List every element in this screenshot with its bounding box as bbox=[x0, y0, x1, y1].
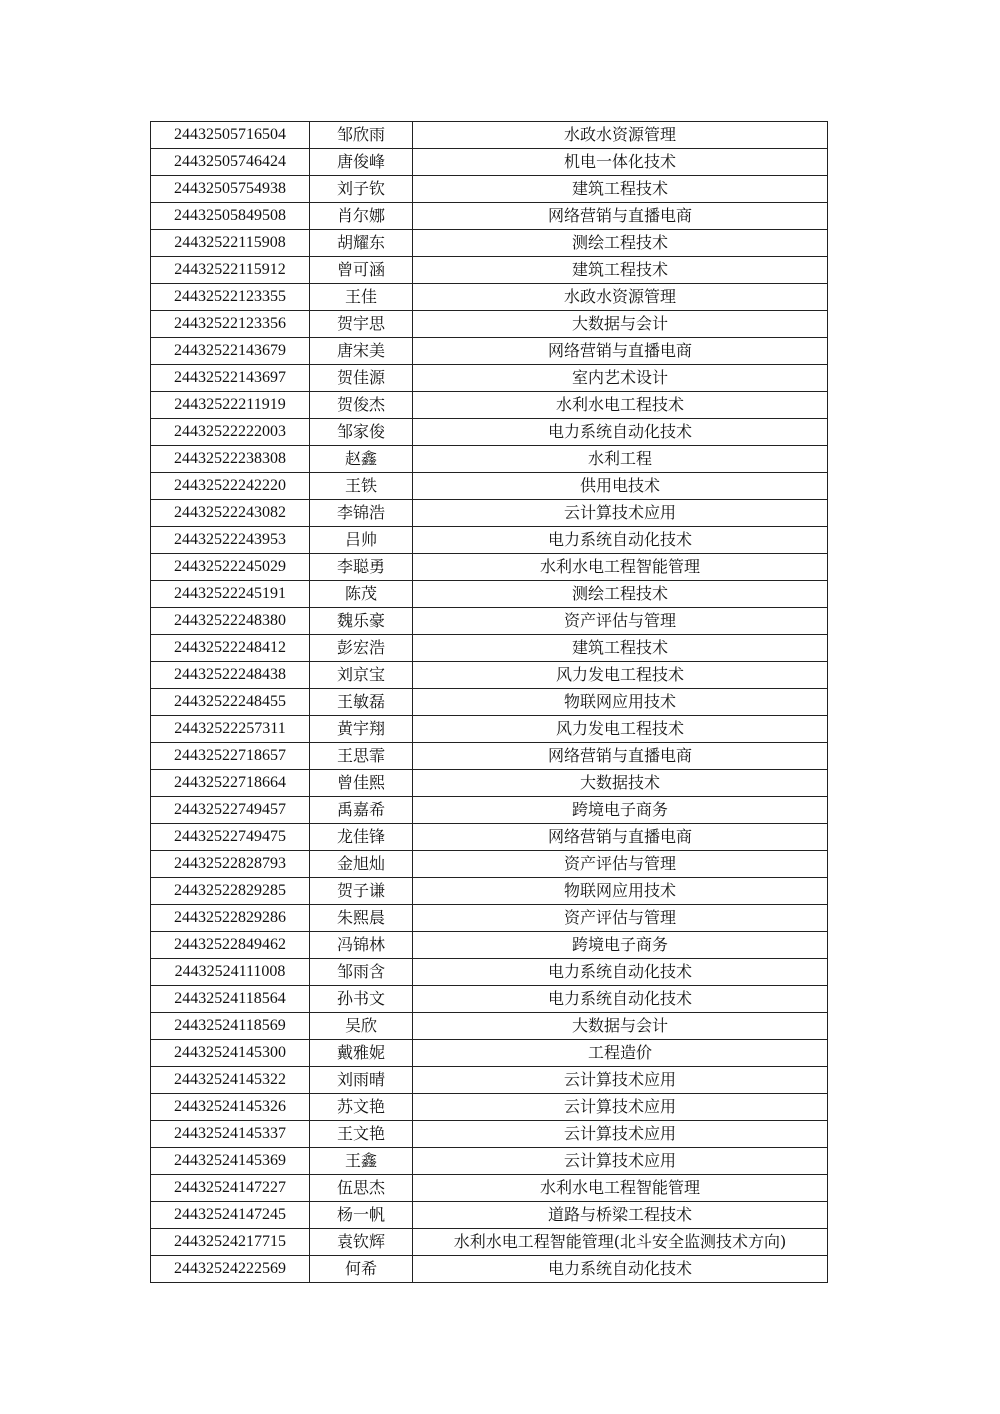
major-cell: 工程造价 bbox=[413, 1040, 828, 1067]
table-row bbox=[151, 1121, 828, 1148]
table-row bbox=[151, 230, 828, 257]
major-cell: 电力系统自动化技术 bbox=[413, 527, 828, 554]
student-name-cell: 金旭灿 bbox=[310, 851, 413, 878]
student-name-cell: 刘子钦 bbox=[310, 176, 413, 203]
student-name-cell: 贺宇思 bbox=[310, 311, 413, 338]
student-name-cell: 吕帅 bbox=[310, 527, 413, 554]
student-name-cell: 邹欣雨 bbox=[310, 122, 413, 149]
student-name-cell: 邹雨含 bbox=[310, 959, 413, 986]
table-row bbox=[151, 122, 828, 149]
student-id-cell: 24432522829286 bbox=[151, 905, 310, 932]
student-id-cell: 24432522248455 bbox=[151, 689, 310, 716]
student-id-cell: 24432522143679 bbox=[151, 338, 310, 365]
major-cell: 室内艺术设计 bbox=[413, 365, 828, 392]
student-id-cell: 24432522749475 bbox=[151, 824, 310, 851]
student-id-cell: 24432522115912 bbox=[151, 257, 310, 284]
table-row bbox=[151, 284, 828, 311]
student-id-cell: 24432505849508 bbox=[151, 203, 310, 230]
table-row bbox=[151, 608, 828, 635]
student-id-cell: 24432522718657 bbox=[151, 743, 310, 770]
student-name-cell: 戴雅妮 bbox=[310, 1040, 413, 1067]
table-row bbox=[151, 932, 828, 959]
student-name-cell: 冯锦林 bbox=[310, 932, 413, 959]
student-name-cell: 李聪勇 bbox=[310, 554, 413, 581]
table-row bbox=[151, 743, 828, 770]
major-cell: 水政水资源管理 bbox=[413, 122, 828, 149]
student-name-cell: 黄宇翔 bbox=[310, 716, 413, 743]
table-row bbox=[151, 662, 828, 689]
student-name-cell: 杨一帆 bbox=[310, 1202, 413, 1229]
table-row bbox=[151, 1202, 828, 1229]
student-name-cell: 王佳 bbox=[310, 284, 413, 311]
major-cell: 供用电技术 bbox=[413, 473, 828, 500]
student-name-cell: 邹家俊 bbox=[310, 419, 413, 446]
student-name-cell: 朱熙晨 bbox=[310, 905, 413, 932]
student-name-cell: 陈茂 bbox=[310, 581, 413, 608]
student-id-cell: 24432522248412 bbox=[151, 635, 310, 662]
student-name-cell: 曾佳熙 bbox=[310, 770, 413, 797]
table-row bbox=[151, 527, 828, 554]
student-name-cell: 禹嘉希 bbox=[310, 797, 413, 824]
table-row bbox=[151, 635, 828, 662]
major-cell: 水利工程 bbox=[413, 446, 828, 473]
table-row bbox=[151, 959, 828, 986]
student-id-cell: 24432522123356 bbox=[151, 311, 310, 338]
student-name-cell: 贺俊杰 bbox=[310, 392, 413, 419]
student-name-cell: 孙书文 bbox=[310, 986, 413, 1013]
table-row bbox=[151, 689, 828, 716]
major-cell: 云计算技术应用 bbox=[413, 1067, 828, 1094]
table-row bbox=[151, 392, 828, 419]
student-id-cell: 24432522123355 bbox=[151, 284, 310, 311]
major-cell: 机电一体化技术 bbox=[413, 149, 828, 176]
student-id-cell: 24432522829285 bbox=[151, 878, 310, 905]
student-id-cell: 24432522222003 bbox=[151, 419, 310, 446]
major-cell: 跨境电子商务 bbox=[413, 797, 828, 824]
major-cell: 电力系统自动化技术 bbox=[413, 959, 828, 986]
student-id-cell: 24432505716504 bbox=[151, 122, 310, 149]
student-id-cell: 24432522245191 bbox=[151, 581, 310, 608]
major-cell: 资产评估与管理 bbox=[413, 905, 828, 932]
student-id-cell: 24432524147227 bbox=[151, 1175, 310, 1202]
student-id-cell: 24432524145337 bbox=[151, 1121, 310, 1148]
major-cell: 道路与桥梁工程技术 bbox=[413, 1202, 828, 1229]
student-id-cell: 24432524111008 bbox=[151, 959, 310, 986]
major-cell: 水政水资源管理 bbox=[413, 284, 828, 311]
student-name-cell: 吴欣 bbox=[310, 1013, 413, 1040]
student-id-cell: 24432522245029 bbox=[151, 554, 310, 581]
table-row bbox=[151, 581, 828, 608]
student-name-cell: 王思霏 bbox=[310, 743, 413, 770]
table-row bbox=[151, 1175, 828, 1202]
major-cell: 建筑工程技术 bbox=[413, 257, 828, 284]
major-cell: 网络营销与直播电商 bbox=[413, 338, 828, 365]
student-name-cell: 王铁 bbox=[310, 473, 413, 500]
major-cell: 网络营销与直播电商 bbox=[413, 743, 828, 770]
table-row bbox=[151, 824, 828, 851]
major-cell: 云计算技术应用 bbox=[413, 1148, 828, 1175]
major-cell: 风力发电工程技术 bbox=[413, 716, 828, 743]
student-id-cell: 24432522242220 bbox=[151, 473, 310, 500]
table-row bbox=[151, 1148, 828, 1175]
table-row bbox=[151, 986, 828, 1013]
table-row bbox=[151, 176, 828, 203]
table-row bbox=[151, 338, 828, 365]
student-id-cell: 24432522115908 bbox=[151, 230, 310, 257]
major-cell: 资产评估与管理 bbox=[413, 608, 828, 635]
student-id-cell: 24432522849462 bbox=[151, 932, 310, 959]
student-name-cell: 伍思杰 bbox=[310, 1175, 413, 1202]
major-cell: 测绘工程技术 bbox=[413, 581, 828, 608]
student-id-cell: 24432522828793 bbox=[151, 851, 310, 878]
table-row bbox=[151, 365, 828, 392]
roster-table-body bbox=[151, 122, 828, 1283]
student-name-cell: 何希 bbox=[310, 1256, 413, 1283]
major-cell: 建筑工程技术 bbox=[413, 635, 828, 662]
student-id-cell: 24432522211919 bbox=[151, 392, 310, 419]
table-row bbox=[151, 1067, 828, 1094]
table-row bbox=[151, 905, 828, 932]
table-row bbox=[151, 257, 828, 284]
student-name-cell: 苏文艳 bbox=[310, 1094, 413, 1121]
student-name-cell: 魏乐豪 bbox=[310, 608, 413, 635]
major-cell: 云计算技术应用 bbox=[413, 1094, 828, 1121]
student-id-cell: 24432524145322 bbox=[151, 1067, 310, 1094]
student-name-cell: 王鑫 bbox=[310, 1148, 413, 1175]
table-row bbox=[151, 716, 828, 743]
student-name-cell: 赵鑫 bbox=[310, 446, 413, 473]
student-name-cell: 贺佳源 bbox=[310, 365, 413, 392]
major-cell: 水利水电工程技术 bbox=[413, 392, 828, 419]
major-cell: 物联网应用技术 bbox=[413, 689, 828, 716]
student-id-cell: 24432522248380 bbox=[151, 608, 310, 635]
student-id-cell: 24432505746424 bbox=[151, 149, 310, 176]
major-cell: 资产评估与管理 bbox=[413, 851, 828, 878]
table-row bbox=[151, 797, 828, 824]
table-row bbox=[151, 500, 828, 527]
major-cell: 网络营销与直播电商 bbox=[413, 824, 828, 851]
student-id-cell: 24432524217715 bbox=[151, 1229, 310, 1256]
student-name-cell: 李锦浩 bbox=[310, 500, 413, 527]
table-row bbox=[151, 203, 828, 230]
student-id-cell: 24432522243082 bbox=[151, 500, 310, 527]
major-cell: 风力发电工程技术 bbox=[413, 662, 828, 689]
student-id-cell: 24432524222569 bbox=[151, 1256, 310, 1283]
student-id-cell: 24432505754938 bbox=[151, 176, 310, 203]
table-row bbox=[151, 770, 828, 797]
major-cell: 电力系统自动化技术 bbox=[413, 419, 828, 446]
student-name-cell: 贺子谦 bbox=[310, 878, 413, 905]
student-id-cell: 24432522238308 bbox=[151, 446, 310, 473]
student-id-cell: 24432524145369 bbox=[151, 1148, 310, 1175]
major-cell: 云计算技术应用 bbox=[413, 500, 828, 527]
major-cell: 测绘工程技术 bbox=[413, 230, 828, 257]
student-id-cell: 24432522143697 bbox=[151, 365, 310, 392]
student-name-cell: 王文艳 bbox=[310, 1121, 413, 1148]
major-cell: 电力系统自动化技术 bbox=[413, 1256, 828, 1283]
student-name-cell: 彭宏浩 bbox=[310, 635, 413, 662]
major-cell: 大数据与会计 bbox=[413, 311, 828, 338]
student-id-cell: 24432524118569 bbox=[151, 1013, 310, 1040]
table-row bbox=[151, 851, 828, 878]
student-name-cell: 胡耀东 bbox=[310, 230, 413, 257]
student-id-cell: 24432522248438 bbox=[151, 662, 310, 689]
major-cell: 水利水电工程智能管理 bbox=[413, 1175, 828, 1202]
student-id-cell: 24432524118564 bbox=[151, 986, 310, 1013]
major-cell: 云计算技术应用 bbox=[413, 1121, 828, 1148]
table-row bbox=[151, 311, 828, 338]
table-row bbox=[151, 554, 828, 581]
student-name-cell: 刘京宝 bbox=[310, 662, 413, 689]
student-id-cell: 24432522243953 bbox=[151, 527, 310, 554]
major-cell: 大数据与会计 bbox=[413, 1013, 828, 1040]
student-name-cell: 肖尔娜 bbox=[310, 203, 413, 230]
student-name-cell: 刘雨晴 bbox=[310, 1067, 413, 1094]
major-cell: 电力系统自动化技术 bbox=[413, 986, 828, 1013]
student-id-cell: 24432522718664 bbox=[151, 770, 310, 797]
table-row bbox=[151, 1040, 828, 1067]
student-name-cell: 袁钦辉 bbox=[310, 1229, 413, 1256]
student-name-cell: 龙佳锋 bbox=[310, 824, 413, 851]
major-cell: 跨境电子商务 bbox=[413, 932, 828, 959]
student-name-cell: 唐俊峰 bbox=[310, 149, 413, 176]
student-id-cell: 24432524147245 bbox=[151, 1202, 310, 1229]
table-row bbox=[151, 473, 828, 500]
student-name-cell: 唐宋美 bbox=[310, 338, 413, 365]
student-id-cell: 24432524145300 bbox=[151, 1040, 310, 1067]
major-cell: 网络营销与直播电商 bbox=[413, 203, 828, 230]
student-id-cell: 24432522749457 bbox=[151, 797, 310, 824]
table-row bbox=[151, 1094, 828, 1121]
table-row bbox=[151, 149, 828, 176]
major-cell: 水利水电工程智能管理(北斗安全监测技术方向) bbox=[413, 1229, 828, 1256]
student-name-cell: 王敏磊 bbox=[310, 689, 413, 716]
major-cell: 建筑工程技术 bbox=[413, 176, 828, 203]
student-id-cell: 24432522257311 bbox=[151, 716, 310, 743]
table-row bbox=[151, 1013, 828, 1040]
table-row bbox=[151, 446, 828, 473]
student-name-cell: 曾可涵 bbox=[310, 257, 413, 284]
table-row bbox=[151, 878, 828, 905]
table-row bbox=[151, 1229, 828, 1256]
major-cell: 物联网应用技术 bbox=[413, 878, 828, 905]
major-cell: 水利水电工程智能管理 bbox=[413, 554, 828, 581]
student-roster-table bbox=[150, 121, 828, 1283]
student-id-cell: 24432524145326 bbox=[151, 1094, 310, 1121]
table-row bbox=[151, 1256, 828, 1283]
major-cell: 大数据技术 bbox=[413, 770, 828, 797]
table-row bbox=[151, 419, 828, 446]
